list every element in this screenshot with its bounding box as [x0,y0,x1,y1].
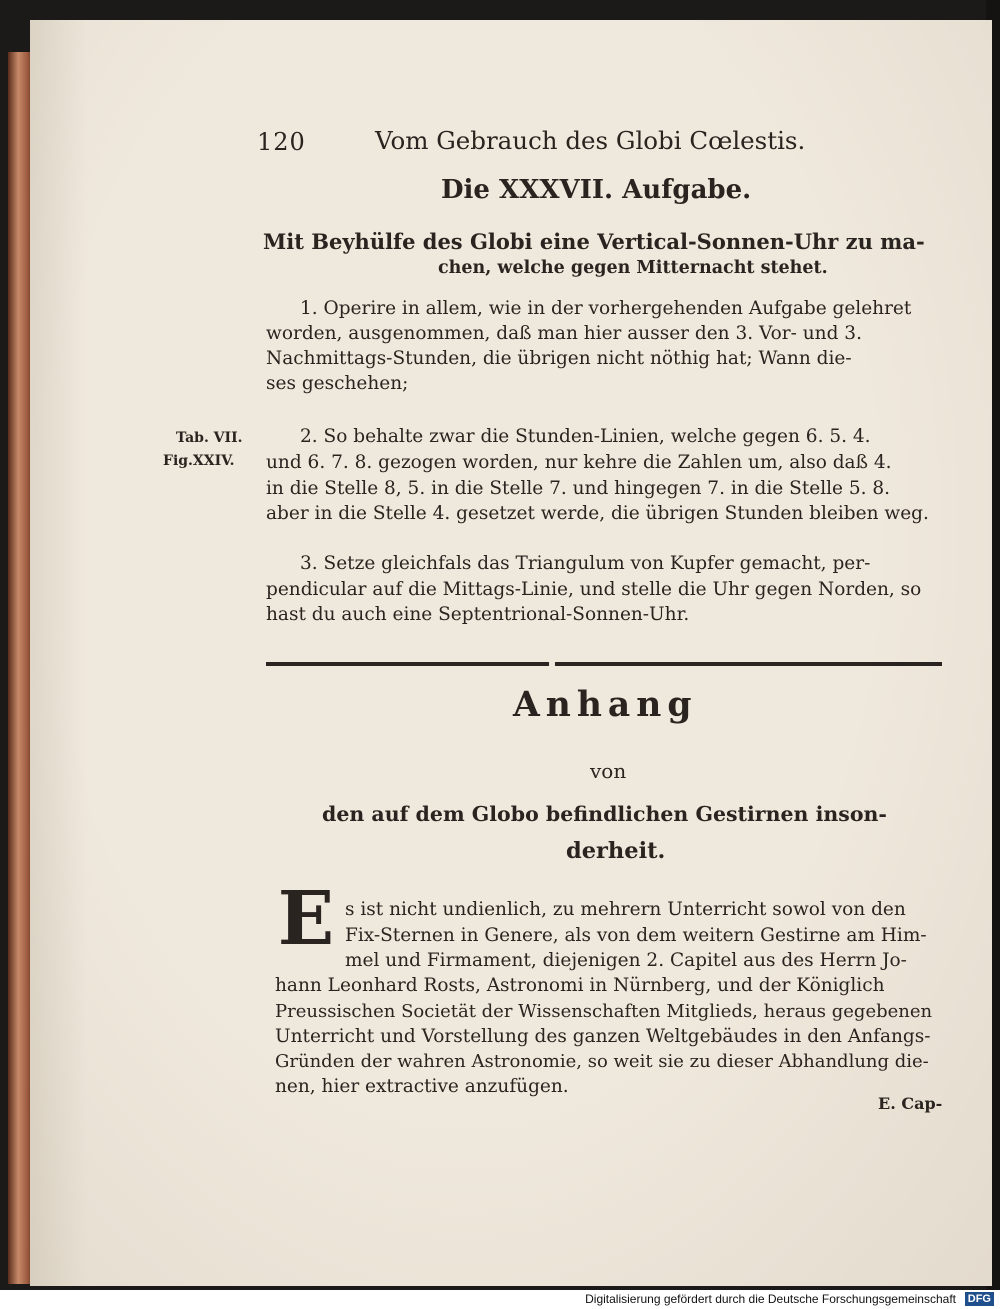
appendix-text-line: Preussischen Societät der Wissenschaften Mitglieds, heraus gegebenen [275,1001,933,1022]
appendix-text-line: Gründen der wahren Astronomie, so weit sie zu dieser Abhandlung die- [275,1051,929,1072]
footer-credit: Digitalisierung gefördert durch die Deutsche Forschungsgemeinschaft [585,1292,956,1306]
paragraph-1-line: worden, ausgenommen, daß man hier ausser den 3. Vor- und 3. [266,323,862,344]
margin-note-fig: Fig.XXIV. [163,453,235,469]
task-subtitle-line: chen, welche gegen Mitternacht stehet. [438,258,828,278]
paragraph-3-line: 3. Setze gleichfals das Triangulum von Kupfer gemacht, per- [300,553,871,574]
task-heading: Die XXXVII. Aufgabe. [441,175,752,205]
task-subtitle-line: Mit Beyhülfe des Globi eine Vertical-Sonnen-Uhr zu ma- [263,229,925,254]
appendix-subtitle-line: den auf dem Globo befindlichen Gestirnen inson- [322,802,887,826]
page-number: 120 [257,128,306,156]
paragraph-2-line: aber in die Stelle 4. gesetzet werde, die übrigen Stunden bleiben weg. [266,503,929,524]
paragraph-2-line: und 6. 7. 8. gezogen worden, nur kehre die Zahlen um, also daß 4. [266,452,892,473]
decorative-initial: E [277,876,335,962]
appendix-text-line: hann Leonhard Rosts, Astronomi in Nürnberg, und der Königlich [275,975,885,996]
appendix-text-line: s ist nicht undienlich, zu mehrern Unterricht sowol von den [345,899,906,920]
appendix-text-line: Unterricht und Vorstellung des ganzen Weltgebäudes in den Anfangs- [275,1026,931,1047]
section-rule [555,662,942,666]
appendix-text-line: mel und Firmament, diejenigen 2. Capitel aus des Herrn Jo- [345,950,907,971]
footer-bar [0,1290,1000,1309]
paragraph-1-line: ses geschehen; [266,373,409,394]
paragraph-3-line: hast du auch eine Septentrional-Sonnen-Uhr. [266,604,690,625]
appendix-text-line: Fix-Sternen in Genere, als von dem weitern Gestirne am Him- [345,925,927,946]
dfg-logo: DFG [965,1292,994,1306]
paragraph-2-line: 2. So behalte zwar die Stunden-Linien, welche gegen 6. 5. 4. [300,426,871,447]
running-title: Vom Gebrauch des Globi Cœlestis. [375,126,806,155]
paragraph-1-line: Nachmittags-Stunden, die übrigen nicht nöthig hat; Wann die- [266,348,852,369]
appendix-text-line: nen, hier extractive anzufügen. [275,1076,569,1097]
margin-note-tab: Tab. VII. [176,430,243,446]
catchword: E. Cap- [878,1094,943,1113]
appendix-subtitle-line: derheit. [566,838,666,864]
appendix-title: Anhang [513,685,698,725]
paragraph-3-line: pendicular auf die Mittags-Linie, und stelle die Uhr gegen Norden, so [266,579,922,600]
paragraph-2-line: in die Stelle 8, 5. in die Stelle 7. und hingegen 7. in die Stelle 5. 8. [266,478,891,499]
section-rule [266,662,549,666]
paragraph-1-line: 1. Operire in allem, wie in der vorhergehenden Aufgabe gelehret [300,298,912,319]
appendix-von: von [590,759,627,783]
